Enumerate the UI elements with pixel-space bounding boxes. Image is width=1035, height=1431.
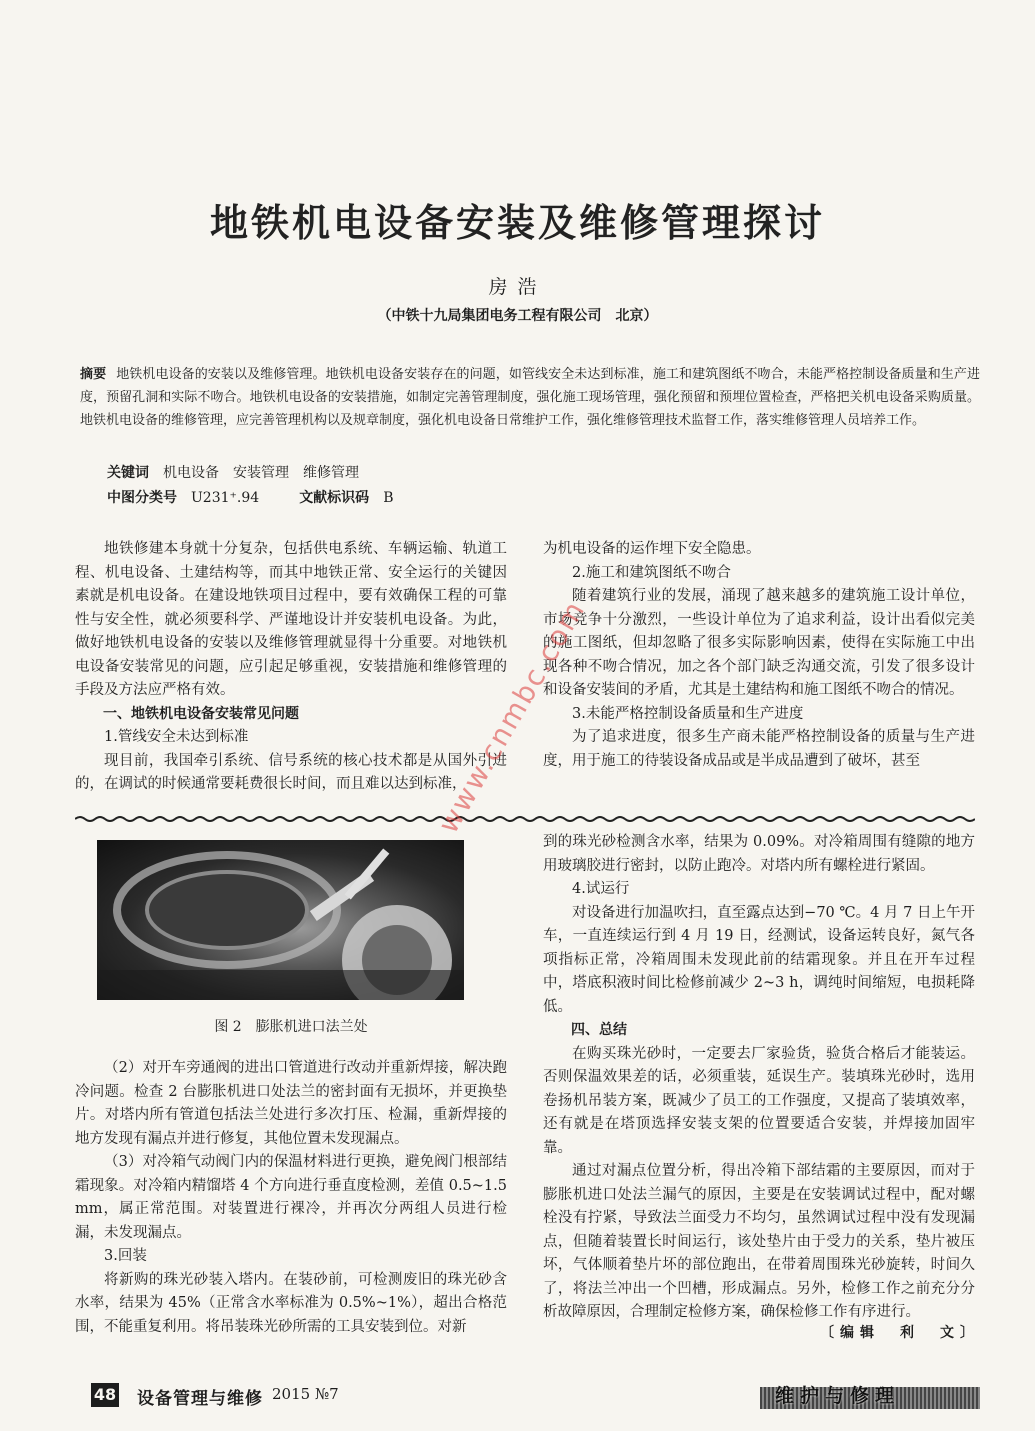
subheading-1: 1.管线安全未达到标准 [104,729,249,745]
paragraph: 到的珠光砂检测含水率，结果为 0.09%。对冷箱周围有缝隙的地方用玻璃胶进行密封，以防止跑冷。对塔内所有螺栓进行紧固。 [543,834,975,874]
watermark: www.cnmbc.com [431,594,592,839]
subheading-return: 3.回装 [104,1248,147,1264]
paragraph: （3）对冷箱气动阀门内的保温材料进行更换，避免阀门根部结霜现象。对冷箱内精馏塔 4 个方向进行垂直度检测，差值 0.5~1.5 mm，属正常范围。对装置进行裸冷，并再次分两组人员进行检漏，未发现漏点。 [75,1154,507,1241]
clc-label: 中图分类号 [107,490,177,506]
magazine-name: 设备管理与维修 [137,1389,263,1409]
abstract-text: 地铁机电设备的安装以及维修管理。地铁机电设备安装存在的问题，如管线安全未达到标准，施工和建筑图纸不吻合，未能严格控制设备质量和生产进度，预留孔洞和实际不吻合。地铁机电设备的安装措施，如制定完善管理制度，强化施工现场管理，强化预留和预埋位置检查，严格把关机电设备采购质量。地铁机电设备的维修管理，应完善管理机构以及规章制度，强化机电设备日常维护工作，强化维修管理技术监督工作，落实维修管理人员培养工作。 [80,367,980,428]
paragraph: 在购买珠光砂时，一定要去厂家验货，验货合格后才能装运。否则保温效果差的话，必须重装，延误生产。装填珠光砂时，选用卷扬机吊装方案，既减少了员工的工作强度，又提高了装填效率，还有就是在塔顶选择安装支架的位置要适合安装，并焊接加固牢靠。 [543,1045,975,1156]
figure-photo-flange [97,840,464,1000]
subheading-3: 3.未能严格控制设备质量和生产进度 [572,705,804,722]
author: 房浩 [488,276,547,298]
paragraph: 对设备进行加温吹扫，直至露点达到−70 ℃。4 月 7 日上午开车，一直连续运行到 4 月 19 日，经测试，设备运转良好，氮气各项指标正常，冷箱周围未发现此前的结霜现象。并且在开车过程中，塔底积液时间比检修前减少 2~3 h，调纯时间缩短，电损耗降低。 [543,904,975,1015]
editor-credit: 〔编辑 利 文〕 [820,1325,980,1341]
subheading-2: 2.施工和建筑图纸不吻合 [572,564,731,581]
keywords [107,462,359,482]
issue-number: 2015 №7 [272,1385,339,1403]
affiliation: （中铁十九局集团电务工程有限公司 北京） [377,308,658,324]
subheading-trial: 4.试运行 [572,881,630,897]
section-heading-1: 一、地铁机电设备安装常见问题 [103,705,299,722]
page-number: 48 [91,1383,119,1407]
wavy-divider [75,815,975,823]
paragraph: （2）对开车旁通阀的进出口管道进行改动并重新焊接，解决跑冷问题。检查 2 台膨胀机进口处法兰的密封面有无损坏，并更换垫片。对塔内所有管道包括法兰处进行多次打压、检漏，重新焊接的地方发现有漏点并进行修复，其他位置未发现漏点。 [75,1060,507,1147]
paragraph: 为了追求进度，很多生产商未能严格控制设备的质量与生产进度，用于施工的待装设备成品或是半成品遭到了破坏，甚至 [543,729,975,769]
doc-code-label: 文献标识码 [299,490,370,506]
column-bottom-left [75,1057,507,1339]
paragraph: 随着建筑行业的发展，涌现了越来越多的建筑施工设计单位，市场竞争十分激烈，一些设计单位为了追求利益，设计出看似完美的施工图纸，但却忽略了很多实际影响因素，使得在实际施工中出现各种不吻合情况，加之各个部门缺乏沟通交流，引发了很多设计和设备安装间的矛盾，尤其是土建结构和施工图纸不吻合的情况。 [543,588,975,698]
abstract [80,363,980,432]
column-bottom-right [543,831,975,1325]
column-top-left [75,538,507,797]
paragraph: 地铁修建本身就十分复杂，包括供电系统、车辆运输、轨道工程、机电设备、土建结构等，而其中地铁正常、安全运行的关键因素就是机电设备。在建设地铁项目过程中，要有效确保工程的可靠性与安全性，就必须要科学、严谨地设计并安装机电设备。为此，做好地铁机电设备的安装以及维修管理就显得十分重要。对地铁机电设备安装常见的问题，应引起足够重视，安装措施和维修管理的手段及方法应严格有效。 [75,541,507,698]
column-top-right [543,538,975,773]
article-title: 地铁机电设备安装及维修管理探讨 [209,201,825,245]
classification [107,487,393,507]
figure-caption: 图 2 膨胀机进口法兰处 [214,1019,368,1035]
photo-illustration [97,840,464,1000]
clc-value: U231⁺.94 [191,490,260,506]
section-name: 维护与修理 [775,1385,901,1407]
section-heading-4: 四、总结 [571,1022,627,1038]
paragraph: 现目前，我国牵引系统、信号系统的核心技术都是从国外引进的，在调试的时候通常要耗费很长时间，而且难以达到标准， [75,752,507,792]
keywords-text: 机电设备 安装管理 维修管理 [163,465,359,481]
paragraph: 将新购的珠光砂装入塔内。在装砂前，可检测废旧的珠光砂含水率，结果为 45%（正常含水率标准为 0.5%~1%），超出合格范围，不能重复利用。将吊装珠光砂所需的工具安装到位。对新 [75,1271,507,1335]
abstract-label: 摘要 [80,367,107,382]
paragraph: 为机电设备的运作埋下安全隐患。 [543,541,761,557]
paragraph: 通过对漏点位置分析，得出冷箱下部结霜的主要原因，而对于膨胀机进口处法兰漏气的原因，主要是在安装调试过程中，配对螺栓没有拧紧，导致法兰面受力不均匀，虽然调试过程中没有发现漏点，但随着装置长时间运行，该处垫片由于受力的关系，垫片被压坏，气体顺着垫片坏的部位跑出，在带着周围珠光砂旋转，时间久了，将法兰冲出一个凹槽，形成漏点。另外，检修工作之前充分分析故障原因，合理制定检修方案，确保检修工作有序进行。 [543,1163,975,1320]
keywords-label: 关键词 [107,465,149,481]
doc-code-value: B [383,490,394,506]
